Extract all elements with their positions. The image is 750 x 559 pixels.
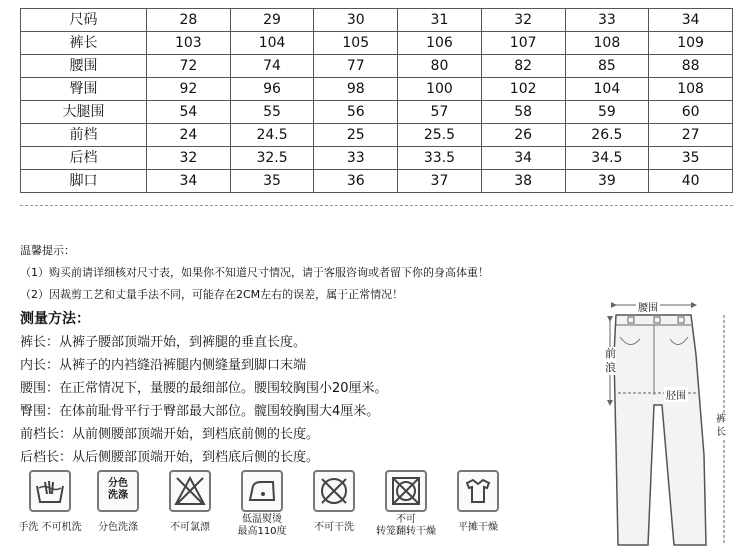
size-row — [21, 147, 733, 170]
size-cell: 38 — [481, 170, 565, 193]
size-cell: 30 — [314, 9, 398, 32]
size-cell: 85 — [565, 55, 649, 78]
method-line-waist: 腰围：在正常情况下，量腰的最细部位。腰围较胸围小20厘米。 — [20, 381, 388, 396]
size-cell: 35 — [230, 170, 314, 193]
size-cell: 96 — [230, 78, 314, 101]
care-box-text: 分色 — [108, 478, 128, 489]
label-waist: 腰围 — [636, 299, 660, 314]
care-instructions — [10, 470, 510, 550]
size-cell: 108 — [565, 32, 649, 55]
method-line-inseam: 内长：从裤子的内裆缝沿裤腿内侧缝量到脚口末端 — [20, 358, 307, 373]
size-cell: 58 — [481, 101, 565, 124]
size-cell: 102 — [481, 78, 565, 101]
size-cell: 37 — [398, 170, 482, 193]
size-table — [20, 8, 733, 193]
size-row — [21, 9, 733, 32]
tip-line-1: （1）购买前请详细核对尺寸表，如果你不知道尺寸情况，请于客服咨询或者留下你的身高体重！ — [20, 266, 489, 279]
care-caption-2: 转笼翻转干燥 — [376, 526, 436, 537]
care-no-bleach — [150, 470, 230, 534]
no-dry-clean-icon — [313, 470, 355, 512]
size-cell: 88 — [649, 55, 733, 78]
care-caption: 低温熨烫 — [242, 514, 282, 525]
size-cell: 40 — [649, 170, 733, 193]
size-cell: 74 — [230, 55, 314, 78]
no-tumble-dry-icon — [385, 470, 427, 512]
method-line-hip: 臀围：在体前耻骨平行于臀部最大部位。髋围较胸围大4厘米。 — [20, 404, 380, 419]
size-cell: 107 — [481, 32, 565, 55]
size-cell: 105 — [314, 32, 398, 55]
size-cell: 24.5 — [230, 124, 314, 147]
care-caption: 分色洗涤 — [98, 522, 138, 533]
size-cell: 34 — [481, 147, 565, 170]
size-cell: 82 — [481, 55, 565, 78]
size-cell: 72 — [147, 55, 231, 78]
size-cell: 104 — [565, 78, 649, 101]
size-cell: 100 — [398, 78, 482, 101]
size-cell: 28 — [147, 9, 231, 32]
care-box-text: 洗涤 — [108, 490, 128, 501]
size-cell: 59 — [565, 101, 649, 124]
no-bleach-icon — [169, 470, 211, 512]
tip-line-2: （2）因裁剪工艺和丈量手法不同，可能存在2CM左右的误差，属于正常情况！ — [20, 288, 404, 301]
size-cell: 35 — [649, 147, 733, 170]
care-caption: 平摊干燥 — [458, 522, 498, 533]
size-row-label: 前档 — [21, 124, 147, 147]
size-row-label: 尺码 — [21, 9, 147, 32]
size-row — [21, 124, 733, 147]
size-cell: 31 — [398, 9, 482, 32]
tips-section — [20, 240, 489, 306]
label-thigh: 胫围 — [664, 387, 688, 402]
size-cell: 60 — [649, 101, 733, 124]
size-cell: 80 — [398, 55, 482, 78]
label-front-rise-2: 浪 — [605, 361, 616, 374]
care-flat-dry — [438, 470, 518, 534]
size-cell: 26.5 — [565, 124, 649, 147]
size-cell: 34.5 — [565, 147, 649, 170]
size-row-label: 腰围 — [21, 55, 147, 78]
size-cell: 32.5 — [230, 147, 314, 170]
care-caption: 手洗 不可机洗 — [18, 522, 82, 533]
divider — [20, 205, 733, 206]
size-cell: 98 — [314, 78, 398, 101]
size-cell: 39 — [565, 170, 649, 193]
size-row — [21, 32, 733, 55]
size-cell: 106 — [398, 32, 482, 55]
size-cell: 55 — [230, 101, 314, 124]
label-front-rise — [605, 347, 616, 375]
method-line-front-rise: 前档长：从前侧腰部顶端开始，到档底前侧的长度。 — [20, 427, 320, 442]
care-color-separate — [78, 470, 158, 534]
measure-method — [20, 308, 388, 469]
flat-dry-icon — [457, 470, 499, 512]
care-low-iron — [222, 470, 302, 538]
low-iron-icon — [241, 470, 283, 512]
size-cell: 25.5 — [398, 124, 482, 147]
size-cell: 32 — [147, 147, 231, 170]
size-cell: 34 — [147, 170, 231, 193]
label-length-1: 裤 — [716, 414, 726, 425]
care-caption: 不可氯漂 — [170, 522, 210, 533]
size-cell: 27 — [649, 124, 733, 147]
size-row — [21, 78, 733, 101]
care-no-dry-clean — [294, 470, 374, 534]
label-length — [716, 413, 726, 439]
size-cell: 54 — [147, 101, 231, 124]
size-cell: 92 — [147, 78, 231, 101]
size-row-label: 后档 — [21, 147, 147, 170]
size-cell: 29 — [230, 9, 314, 32]
label-length-2: 长 — [716, 427, 726, 438]
size-row-label: 臀围 — [21, 78, 147, 101]
pants-diagram — [596, 295, 746, 555]
size-cell: 57 — [398, 101, 482, 124]
method-title: 测量方法： — [20, 311, 90, 327]
size-cell: 33 — [314, 147, 398, 170]
size-cell: 104 — [230, 32, 314, 55]
care-caption-2: 最高110度 — [237, 526, 287, 537]
size-row-label: 大腿围 — [21, 101, 147, 124]
method-line-pants-length: 裤长：从裤子腰部顶端开始，到裤腿的垂直长度。 — [20, 335, 307, 350]
size-cell: 109 — [649, 32, 733, 55]
size-cell: 34 — [649, 9, 733, 32]
size-cell: 103 — [147, 32, 231, 55]
size-row-label: 裤长 — [21, 32, 147, 55]
size-cell: 108 — [649, 78, 733, 101]
label-front-rise-1: 前 — [605, 347, 616, 360]
size-cell: 33 — [565, 9, 649, 32]
size-row — [21, 55, 733, 78]
care-caption: 不可干洗 — [314, 522, 354, 533]
size-cell: 33.5 — [398, 147, 482, 170]
size-row — [21, 101, 733, 124]
size-cell: 24 — [147, 124, 231, 147]
care-no-tumble-dry — [366, 470, 446, 538]
size-cell: 77 — [314, 55, 398, 78]
size-cell: 56 — [314, 101, 398, 124]
care-caption: 不可 — [396, 514, 416, 525]
size-row-label: 脚口 — [21, 170, 147, 193]
tips-title: 温馨提示： — [20, 244, 75, 257]
size-cell: 25 — [314, 124, 398, 147]
size-cell: 26 — [481, 124, 565, 147]
size-row — [21, 170, 733, 193]
hand-wash-icon — [29, 470, 71, 512]
size-cell: 36 — [314, 170, 398, 193]
method-line-back-rise: 后档长：从后侧腰部顶端开始，到档底后侧的长度。 — [20, 450, 320, 465]
size-cell: 32 — [481, 9, 565, 32]
color-separate-icon — [97, 470, 139, 512]
